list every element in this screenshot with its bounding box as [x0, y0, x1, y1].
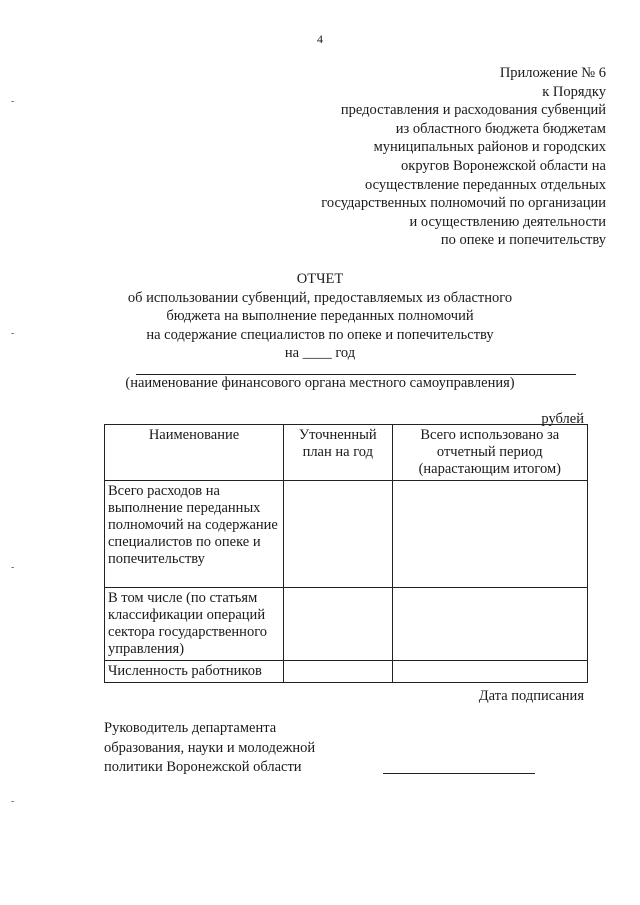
appendix-line: предоставления и расходования субвенций [340, 102, 606, 119]
margin-mark: - [11, 96, 15, 107]
head-title-line: политики Воронежской области [104, 759, 302, 775]
report-table [104, 424, 588, 683]
head-title-line: образования, науки и молодежной [104, 739, 316, 756]
row-plan-cell [284, 588, 393, 661]
head-title-line: Руководитель департамента [104, 720, 277, 736]
report-title-block [0, 270, 640, 363]
row-used-cell [392, 661, 587, 683]
appendix-line: по опеке и попечительству [440, 232, 606, 249]
table-header-row [105, 425, 588, 481]
appendix-line: и осуществлению деятельности [409, 213, 606, 230]
report-subtitle-line: бюджета на выполнение переданных полномочий [166, 308, 474, 324]
row-plan-cell [284, 481, 393, 588]
header-plan: Уточненный план на год [284, 425, 393, 481]
report-subtitle-line: на содержание специалистов по опеке и попечительству [146, 326, 494, 343]
org-name-caption: (наименование финансового органа местного самоуправления) [125, 375, 515, 391]
row-label-headcount: Численность работников [105, 661, 284, 683]
margin-mark: - [11, 562, 15, 573]
row-used-cell [392, 588, 587, 661]
report-subtitle-line: об использовании субвенций, предоставляемых из областного [127, 289, 513, 306]
header-name: Наименование [105, 425, 284, 481]
row-plan-cell [284, 661, 393, 683]
page-number: 4 [317, 32, 323, 46]
report-title: ОТЧЕТ [296, 271, 344, 287]
appendix-line: муниципальных районов и городских [373, 139, 606, 156]
appendix-line: осуществление переданных отдельных [364, 176, 606, 193]
signature-fill-line [383, 773, 535, 774]
row-label-total-expenses: Всего расходов на выполнение переданных полномочий на содержание специалистов по опеке и попечительству [105, 481, 284, 588]
margin-mark: - [11, 328, 15, 339]
appendix-line: государственных полномочий по организации [321, 195, 606, 212]
row-label-classification: В том числе (по статьям классификации операций сектора государственного управления) [105, 588, 284, 661]
table-row [105, 661, 588, 683]
signing-date-label: Дата подписания [478, 688, 584, 704]
appendix-line: к Порядку [542, 83, 606, 100]
table-row [105, 588, 588, 661]
department-head-title [104, 719, 315, 778]
appendix-line: из областного бюджета бюджетам [395, 120, 606, 137]
margin-mark: - [11, 796, 15, 807]
appendix-header [321, 64, 606, 250]
row-used-cell [392, 481, 587, 588]
header-used: Всего использовано за отчетный период (нарастающим итогом) [392, 425, 587, 481]
table-row [105, 481, 588, 588]
appendix-line: округов Воронежской области на [401, 157, 606, 174]
appendix-line: Приложение № 6 [499, 65, 606, 81]
report-year-line: на ____ год [284, 345, 356, 361]
units-label: рублей [541, 411, 584, 427]
